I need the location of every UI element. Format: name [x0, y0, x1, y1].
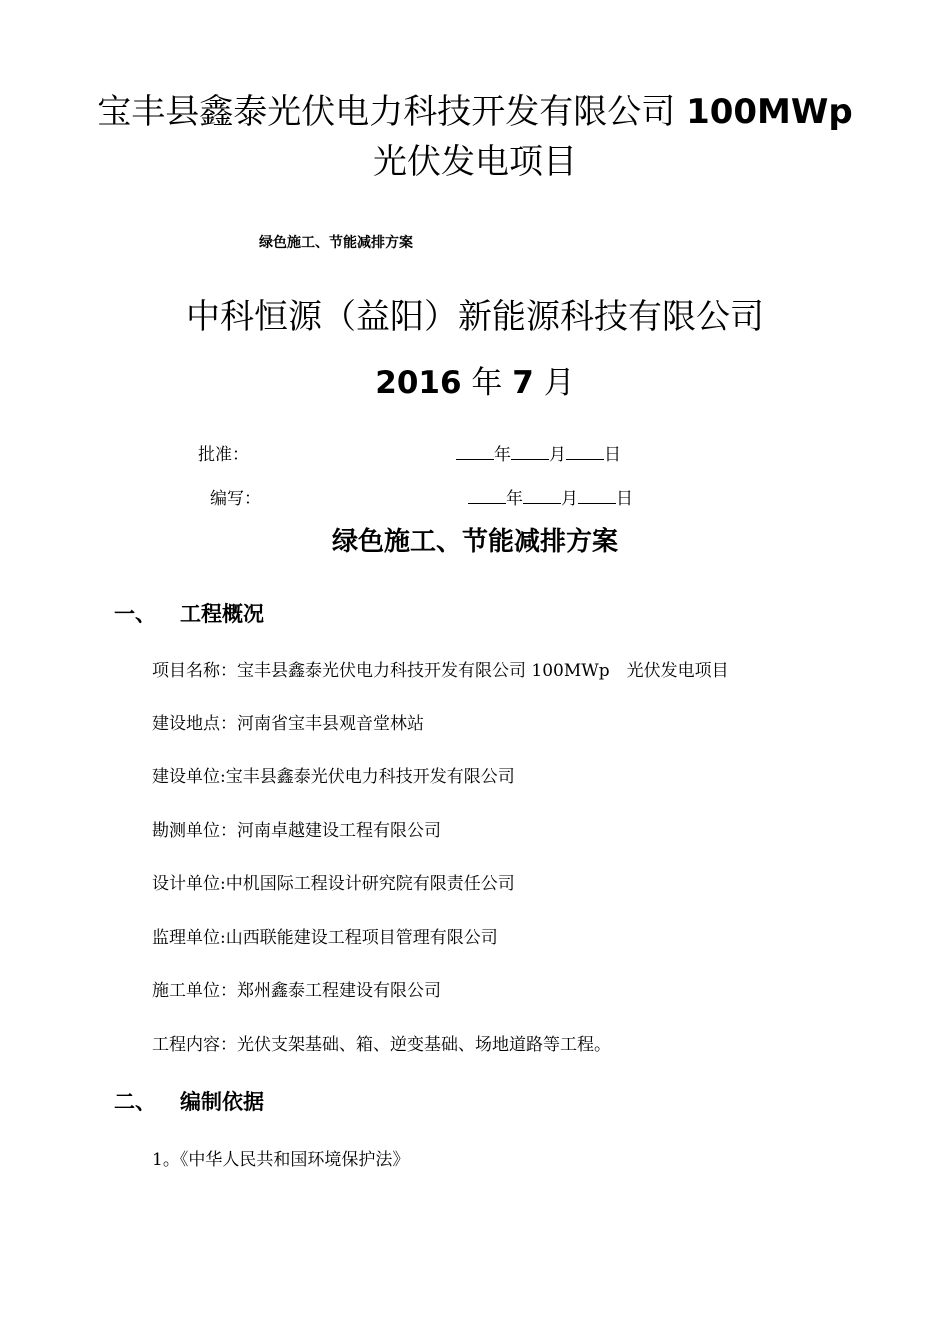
approve-year-unit: 年	[494, 445, 511, 465]
company-name: 中科恒源（益阳）新能源科技有限公司	[186, 297, 764, 337]
cover-date	[0, 360, 950, 406]
section2-number: 二、	[114, 1090, 156, 1114]
overview-item-design: 设计单位:中机国际工程设计研究院有限责任公司	[152, 874, 515, 894]
write-year-blank[interactable]	[468, 487, 506, 504]
overview-item-location: 建设地点：河南省宝丰县观音堂林站	[152, 714, 424, 734]
document-title: 绿色施工、节能减排方案	[331, 527, 618, 557]
approve-label: 批准：	[198, 445, 249, 465]
project-title-line1	[0, 88, 950, 136]
overview-item-survey: 勘测单位：河南卓越建设工程有限公司	[152, 821, 441, 841]
section2-title: 编制依据	[180, 1090, 264, 1114]
project-title-cn: 宝丰县鑫泰光伏电力科技开发有限公司	[97, 92, 676, 132]
overview-item-project-name: 项目名称：宝丰县鑫泰光伏电力科技开发有限公司 100MWp 光伏发电项目	[152, 661, 729, 681]
project-title-line2: 光伏发电项目	[373, 142, 577, 182]
date-month: 7	[512, 365, 534, 401]
write-month-unit: 月	[561, 489, 578, 509]
approve-day-unit: 日	[604, 445, 621, 465]
overview-item-supervision: 监理单位:山西联能建设工程项目管理有限公司	[152, 928, 498, 948]
approve-date	[456, 440, 621, 465]
section2-heading	[114, 1086, 414, 1116]
overview-item-owner: 建设单位:宝丰县鑫泰光伏电力科技开发有限公司	[152, 767, 515, 787]
date-year-unit: 年	[471, 365, 503, 401]
date-year: 2016	[375, 365, 462, 401]
project-title-capacity: 100MWp	[686, 92, 853, 132]
write-date	[468, 484, 633, 509]
write-day-unit: 日	[616, 489, 633, 509]
cover-subtitle: 绿色施工、节能减排方案	[259, 235, 413, 251]
basis-item: 1。《中华人民共和国环境保护法》	[152, 1150, 410, 1170]
write-year-unit: 年	[506, 489, 523, 509]
overview-item-contractor: 施工单位：郑州鑫泰工程建设有限公司	[152, 981, 441, 1001]
approve-month-blank[interactable]	[511, 443, 549, 460]
write-month-blank[interactable]	[523, 487, 561, 504]
section1-heading	[114, 598, 414, 628]
approve-year-blank[interactable]	[456, 443, 494, 460]
approve-month-unit: 月	[549, 445, 566, 465]
approve-day-blank[interactable]	[566, 443, 604, 460]
overview-item-scope: 工程内容：光伏支架基础、箱、逆变基础、场地道路等工程。	[152, 1035, 611, 1055]
write-label: 编写：	[210, 489, 261, 509]
section1-title: 工程概况	[180, 602, 264, 626]
write-day-blank[interactable]	[578, 487, 616, 504]
section1-number: 一、	[114, 602, 156, 626]
date-month-unit: 月	[543, 365, 575, 401]
